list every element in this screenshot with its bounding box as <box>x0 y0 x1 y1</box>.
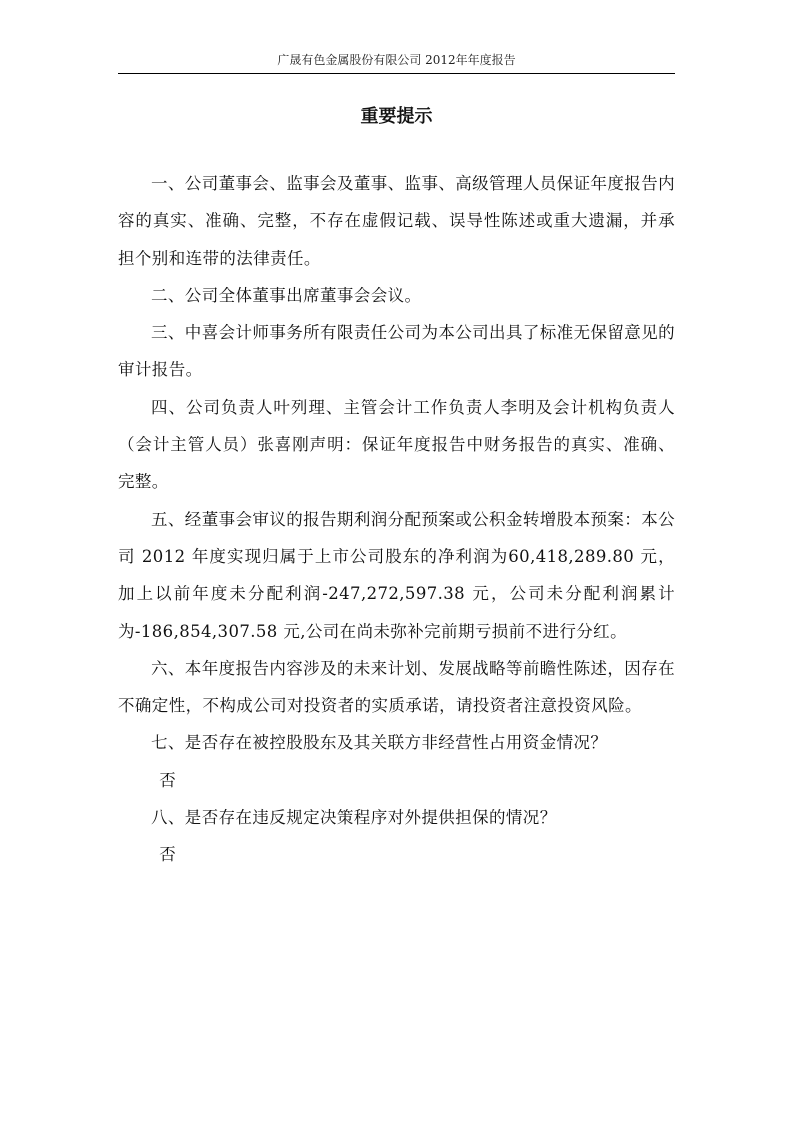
notice-item-8: 八、是否存在违反规定决策程序对外提供担保的情况？ <box>151 808 557 828</box>
page-title: 重要提示 <box>360 106 433 127</box>
page-header: 广晟有色金属股份有限公司 2012年年度报告 <box>277 53 516 67</box>
notice-item-6: 六、本年度报告内容涉及的未来计划、发展战略等前瞻性陈述，因存在不确定性，不构成公司对投资者的实质承诺，请投资者注意投资风险。 <box>118 658 675 716</box>
notice-item-2: 二、公司全体董事出席董事会会议。 <box>151 285 422 305</box>
notice-answer-7: 否 <box>159 770 177 790</box>
notice-item-4: 四、公司负责人叶列理、主管会计工作负责人李明及会计机构负责人（会计主管人员）张喜刚声明：保证年度报告中财务报告的真实、准确、完整。 <box>118 397 675 492</box>
notice-item-3: 三、中喜会计师事务所有限责任公司为本公司出具了标准无保留意见的审计报告。 <box>118 323 675 380</box>
notice-item-5: 五、经董事会审议的报告期利润分配预案或公积金转增股本预案：本公司 2012 年度实现归属于上市公司股东的净利润为60,418,289.80 元，加上以前年度未分配利润-247,272,597.38 元，公司未分配利润累计为-186,854,307.58 元,公司在尚未弥补完前期亏损前不进行分红。 <box>118 509 675 641</box>
notice-body <box>118 165 675 874</box>
notice-answer-8: 否 <box>159 845 177 865</box>
notice-item-1: 一、公司董事会、监事会及董事、监事、高级管理人员保证年度报告内容的真实、准确、完整，不存在虚假记载、误导性陈述或重大遗漏，并承担个别和连带的法律责任。 <box>118 174 675 268</box>
header-divider <box>118 73 675 74</box>
notice-item-7: 七、是否存在被控股股东及其关联方非经营性占用资金情况？ <box>151 733 608 753</box>
